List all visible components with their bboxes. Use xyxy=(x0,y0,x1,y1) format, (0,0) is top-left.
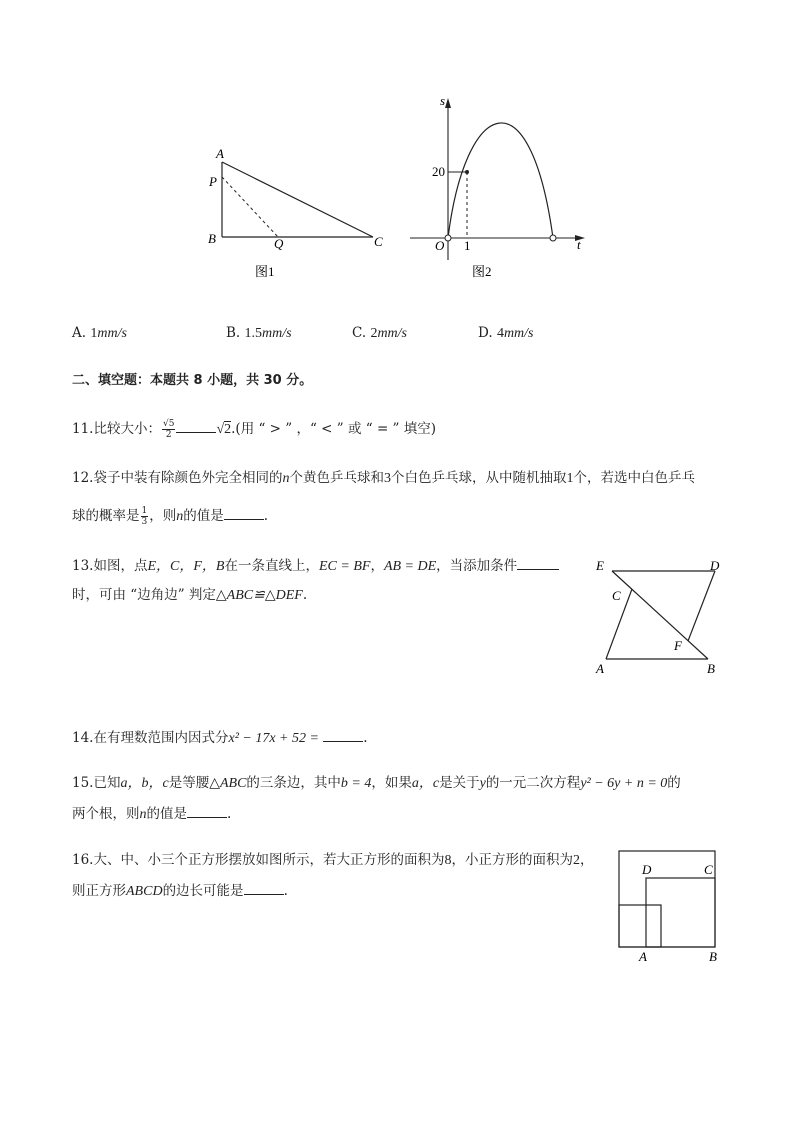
q15-answer-blank[interactable] xyxy=(187,803,227,818)
fig13-label-b: B xyxy=(707,661,715,676)
option-a: A. 1mm/s xyxy=(72,325,127,341)
fig2-origin-label: O xyxy=(435,238,445,253)
question-15-line-1: 15.已知a，b，c是等腰△ABC的三条边，其中b = 4，如果a，c是关于y的一元二次方程y² − 6y + n = 0的 xyxy=(72,775,681,791)
q11-answer-blank[interactable] xyxy=(176,418,216,433)
fig1-caption: 图1 xyxy=(255,264,275,279)
fig2-axis-y-label: s xyxy=(440,93,446,108)
option-d: D. 4mm/s xyxy=(478,325,534,341)
q12-answer-blank[interactable] xyxy=(224,505,264,520)
fig16-label-c: C xyxy=(704,862,713,877)
section-heading: 二、填空题：本题共 8 小题，共 30 分。 xyxy=(72,373,313,388)
fig16-label-d: D xyxy=(642,862,652,877)
fig2-caption: 图2 xyxy=(472,264,492,279)
q13-answer-blank[interactable] xyxy=(517,555,559,570)
q12-fraction: $\frac{1}{3}$ xyxy=(141,506,148,527)
figure-1-triangle xyxy=(195,140,395,285)
fig1-label-b: B xyxy=(208,231,216,246)
question-11: 11.比较大小： $\frac{√5}{2}$ √2.(用 “ > ” ，“ < ” 或 “ = ” 填空) xyxy=(72,419,437,440)
question-16-line-2: 则正方形ABCD的边长可能是 . xyxy=(72,880,288,902)
fig16-label-b: B xyxy=(709,949,717,964)
q11-fraction: $\frac{√5}{2}$ xyxy=(162,419,175,440)
fig13-label-d: D xyxy=(710,558,720,573)
question-14: 14.在有理数范围内因式分x² − 17x + 52 = . xyxy=(72,727,368,749)
q14-answer-blank[interactable] xyxy=(323,727,363,742)
fig13-label-e: E xyxy=(596,558,604,573)
question-13-line-1: 13.如图，点E，C，F，B在一条直线上，EC = BF，AB = DE，当添加条件 xyxy=(72,555,559,577)
fig13-label-a: A xyxy=(596,661,604,676)
figure-16-squares xyxy=(612,846,740,968)
fig2-axis-x-label: t xyxy=(577,237,581,252)
question-12-line-2: 球的概率是 $\frac{1}{3}$ ，则n的值是 . xyxy=(72,506,269,527)
figure-2-graph xyxy=(405,90,595,285)
option-c: C. 2mm/s xyxy=(352,325,407,341)
option-b: B. 1.5mm/s xyxy=(226,325,292,341)
question-12-line-1: 12.袋子中装有除颜色外完全相同的n个黄色乒乓球和3个白色乒乓球，从中随机抽取1个，若选中白色乒乓 xyxy=(72,470,695,486)
fig13-label-c: C xyxy=(612,588,621,603)
question-13-line-2: 时，可由 “边角边” 判定△ABC≌△DEF. xyxy=(72,587,308,603)
fig2-tick-1: 1 xyxy=(464,238,471,253)
q16-answer-blank[interactable] xyxy=(244,880,284,895)
question-16-line-1: 16.大、中、小三个正方形摆放如图所示，若大正方形的面积为8，小正方形的面积为2， xyxy=(72,852,594,868)
question-15-line-2: 两个根，则n的值是 . xyxy=(72,803,231,825)
fig1-label-q: Q xyxy=(274,236,284,251)
fig16-label-a: A xyxy=(639,949,647,964)
figure-13-parallelograms xyxy=(590,555,730,683)
fig1-label-a: A xyxy=(216,146,224,161)
fig1-label-p: P xyxy=(209,174,217,189)
fig2-tick-20: 20 xyxy=(432,164,445,179)
fig1-label-c: C xyxy=(374,234,383,249)
fig13-label-f: F xyxy=(674,638,682,653)
